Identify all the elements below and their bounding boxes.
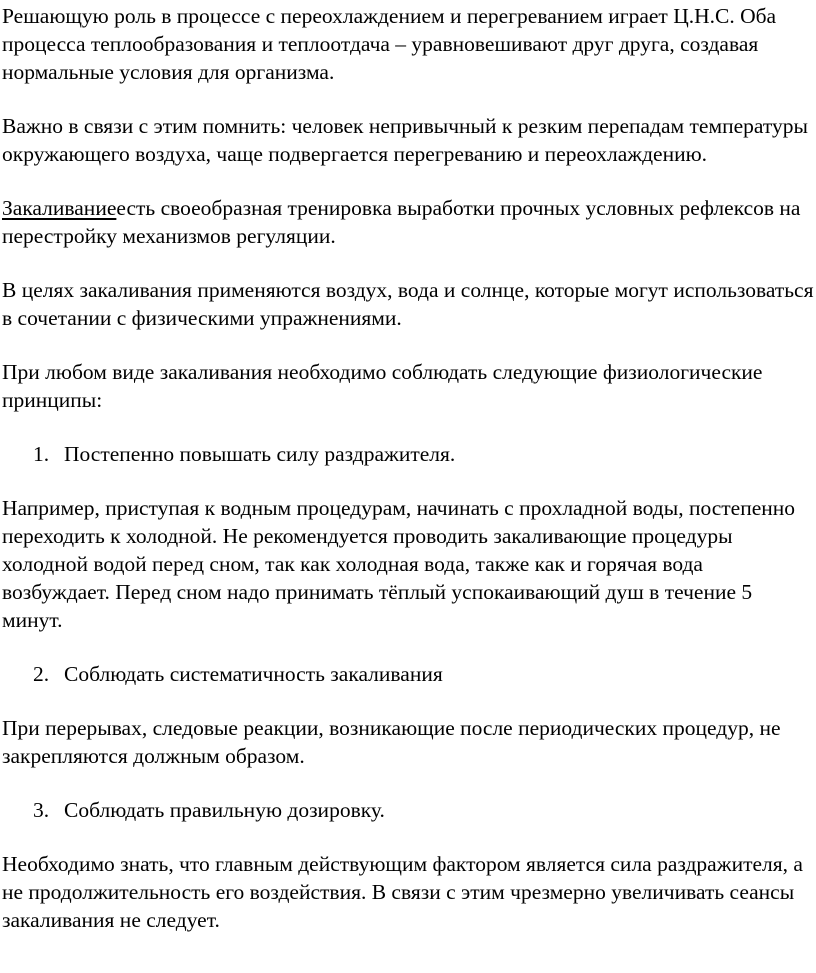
list-number: 3.: [33, 798, 50, 822]
list-text: Постепенно повышать силу раздражителя.: [64, 442, 456, 466]
list-item: [2, 796, 814, 824]
list-text: Соблюдать правильную дозировку.: [64, 798, 385, 822]
paragraph: Важно в связи с этим помнить: человек непривычный к резким перепадам температуры окружающего воздуха, чаще подвергается перегреванию и переохлаждению.: [2, 114, 808, 166]
paragraph: [2, 194, 814, 250]
paragraph: Решающую роль в процессе с переохлаждением и перегреванием играет Ц.Н.С. Оба процесса теплообразования и теплоотдача – уравновешивают друг друга, создавая нормальные условия для организма.: [2, 4, 777, 84]
list-text: Соблюдать систематичность закаливания: [64, 662, 443, 686]
paragraph-text: есть своеобразная тренировка выработки прочных условных рефлексов на перестройку механизмов регуляции.: [2, 196, 801, 248]
paragraph: Например, приступая к водным процедурам, начинать с прохладной воды, постепенно переходить к холодной. Не рекомендуется проводить закаливающие процедуры холодной водой перед сном, так как холодная вода, также как и горячая вода возбуждает. Перед сном надо принимать тёплый успокаивающий душ в течение 5 минут.: [2, 496, 796, 632]
list-number: 2.: [33, 662, 50, 686]
list-item: [2, 660, 814, 688]
paragraph: В целях закаливания применяются воздух, вода и солнце, которые могут использоваться в сочетании с физическими упражнениями.: [2, 278, 814, 330]
paragraph: Необходимо знать, что главным действующим фактором является сила раздражителя, а не продолжительность его воздействия. В связи с этим чрезмерно увеличивать сеансы закаливания не следует.: [2, 852, 803, 932]
underlined-term: Закаливание: [2, 196, 117, 220]
list-number: 1.: [33, 442, 50, 466]
list-item: [2, 440, 814, 468]
paragraph: При перерывах, следовые реакции, возникающие после периодических процедур, не закрепляются должным образом.: [2, 716, 781, 768]
paragraph: При любом виде закаливания необходимо соблюдать следующие физиологические принципы:: [2, 360, 763, 412]
